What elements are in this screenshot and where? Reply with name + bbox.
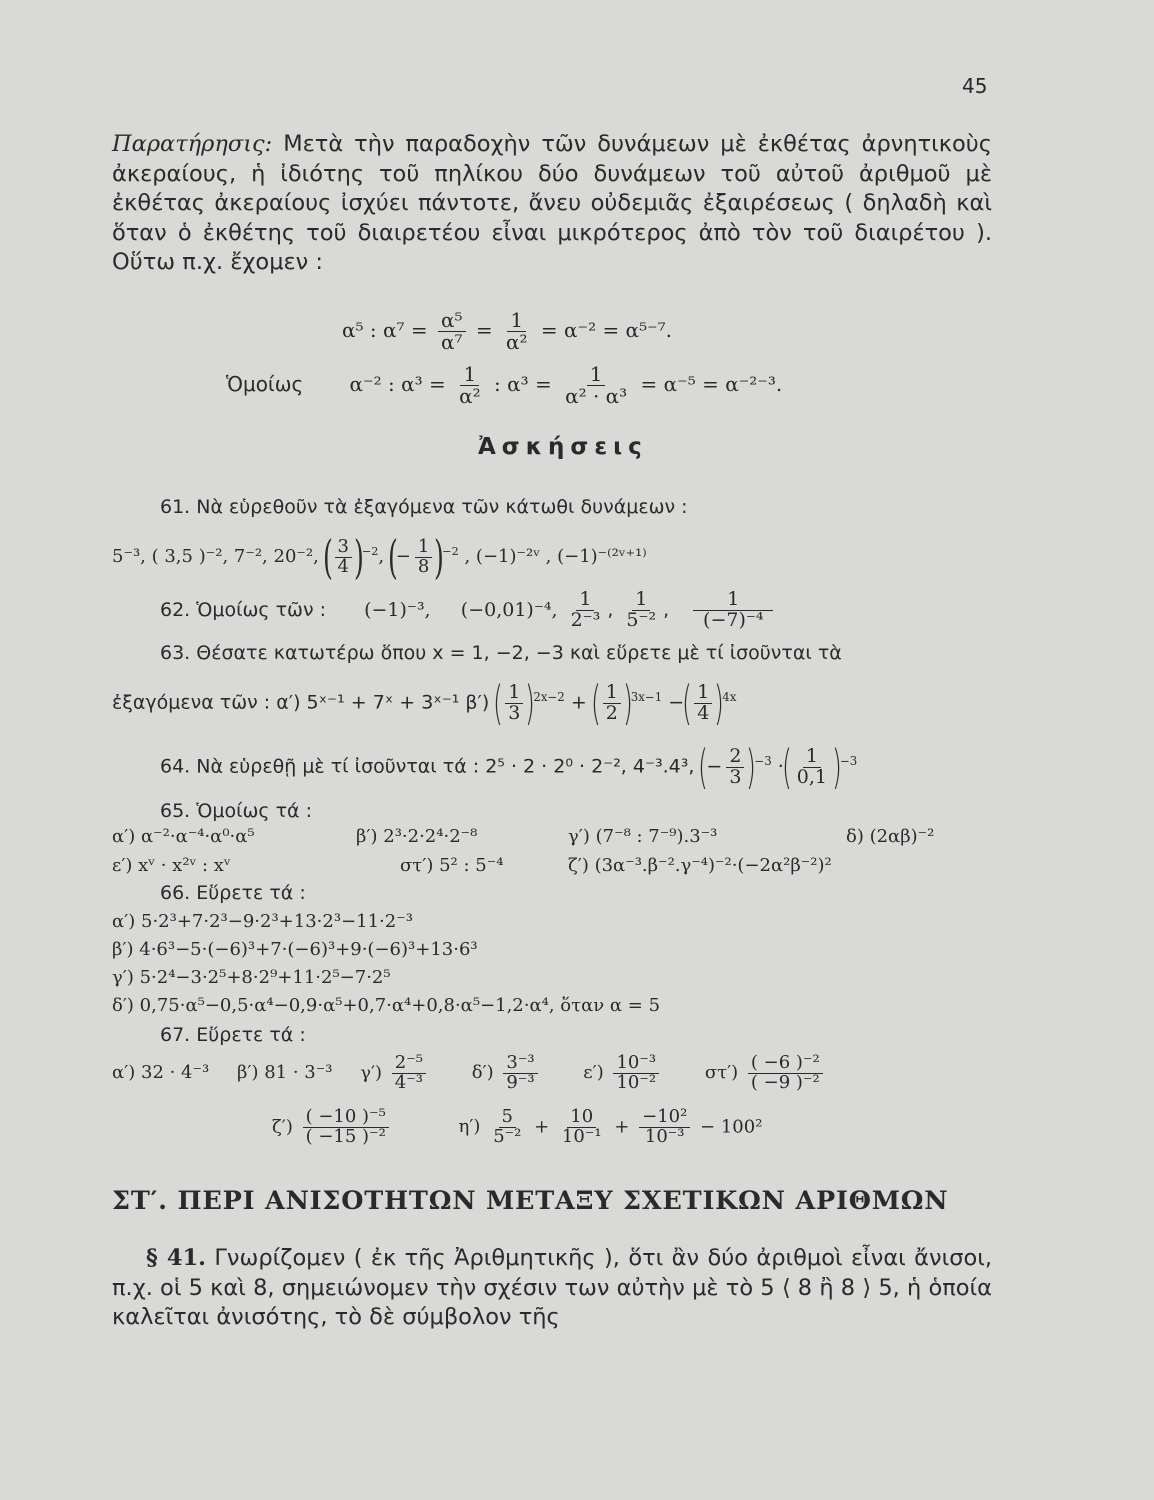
ex67-e-fraction: $\frac{\text{10⁻³}}{\text{10⁻²}}$ — [613, 1054, 659, 1093]
exercise-61-intro: 61. Νὰ εὑρεθοῦν τὰ ἐξαγόμενα τῶν κάτωθι δυνάμεων : — [160, 496, 688, 518]
ex62-fraction-3: $\frac{1}{\text{(−7)⁻⁴}}$ — [693, 590, 773, 631]
eq1-fraction-2: $\frac{1}{\text{α²}}$ — [506, 308, 528, 354]
equation-2 — [226, 364, 782, 407]
ex61-exp-1: −2 — [361, 545, 379, 558]
section-41-paragraph — [112, 1244, 992, 1333]
ex67-h-fraction-1: $\frac{5}{\text{5⁻²}}$ — [493, 1106, 522, 1147]
exercise-63-intro: 63. Θέσατε κατωτέρω ὅπου x = 1, −2, −3 καὶ εὕρετε μὲ τί ἰσοῦνται τὰ — [160, 642, 842, 664]
ex67-h-fraction-3: $\frac{\text{−10²}}{\text{10⁻³}}$ — [639, 1108, 690, 1147]
ex65-row1-c: γ′) (7⁻⁸ : 7⁻⁹).3⁻³ — [568, 826, 718, 847]
section-41-text: Γνωρίζομεν ( ἐκ τῆς Ἀριθμητικῆς ), ὅτι ἂν δύο ἀριθμοὶ εἶναι ἄνισοι, π.χ. οἱ 5 καὶ 8, σημειώνομεν τὴν σχέσιν των αὐτὴν μὲ τὸ 5 ⟨ 8 ἢ 8 ⟩ 5, ἡ ὁποία καλεῖται ἀνισότης, τὸ δὲ σύμβολον τῆς — [112, 1245, 992, 1330]
ex67-z-fraction: $\frac{\text{( −10 )⁻⁵}}{\text{( −15 )⁻²}}$ — [303, 1108, 389, 1147]
ex61-exp-2: −2 — [442, 545, 459, 558]
page-number: 45 — [962, 74, 988, 98]
ex61-fraction-1: $\frac{3}{4}$ — [335, 538, 352, 577]
ex64-fraction-2: $\frac{1}{0,1}$ — [796, 744, 827, 788]
ex61-part1: 5⁻³, ( 3,5 )⁻², 7⁻², 20⁻², — [112, 546, 319, 567]
ex65-row2-b: στ′) 5² : 5⁻⁴ — [400, 855, 504, 876]
ex64-exp-2: −3 — [839, 754, 858, 769]
ex67-h-fraction-2: $\frac{10}{\text{10⁻¹}}$ — [561, 1106, 602, 1147]
ex65-row2-c: ζ′) (3α⁻³.β⁻².γ⁻⁴)⁻²·(−2α²β⁻²)² — [568, 855, 832, 876]
ex63-fraction-2: $\frac{1}{2}$ — [603, 683, 621, 724]
ex67-d-fraction: $\frac{\text{3⁻³}}{\text{9⁻³}}$ — [503, 1054, 537, 1093]
ex66-line-d: δ′) 0,75·α⁵−0,5·α⁴−0,9·α⁵+0,7·α⁴+0,8·α⁵−1,2·α⁴, ὅταν α = 5 — [112, 995, 661, 1016]
eq1-lhs: α⁵ : α⁷ = — [342, 318, 428, 342]
exercise-63-expressions: ἐξαγόμενα τῶν : α′) 5ˣ⁻¹ + 7ˣ + 3ˣ⁻¹ β′) ( $\frac{1}{3}$ )$^{2x-2}$ + ( $\frac{1}{2}$ )$^{3x-1}$ −( $\frac{1}{4}$ )$^{4x}$ — [112, 676, 737, 730]
exercise-64: 64. Νὰ εὑρεθῇ μὲ τί ἰσοῦνται τά : 2⁵ · 2 · 2⁰ · 2⁻², 4⁻³.4³, (− $\frac{2}{3}$ )$^{-3}$ ·( $\frac{1}{0,1}$ )$^{-3}$ — [160, 740, 858, 794]
ex67-c-fraction: $\frac{\text{2⁻⁵}}{\text{4⁻³}}$ — [392, 1054, 426, 1093]
eq2-lhs: α⁻² : α³ = — [349, 372, 446, 396]
ex63-fraction-1: $\frac{1}{3}$ — [505, 683, 523, 724]
ex62-label: 62. Ὁμοίως τῶν : — [160, 598, 327, 621]
section-41-label: § 41. — [146, 1245, 206, 1271]
ex62-items: (−1)⁻³, (−0,01)⁻⁴, — [364, 598, 558, 621]
ex63-exp-2: 3x−1 — [630, 690, 663, 705]
ex67-b: β′) 81 · 3⁻³ — [236, 1062, 333, 1084]
ex62-fraction-1: $\frac{1}{\text{2⁻³}}$ — [570, 588, 601, 631]
ex63-line2: ἐξαγόμενα τῶν : α′) 5ˣ⁻¹ + 7ˣ + 3ˣ⁻¹ β′) — [112, 691, 490, 714]
ex66-line-a: α′) 5·2³+7·2³−9·2³+13·2³−11·2⁻³ — [112, 911, 413, 932]
exercise-61-expressions: 5⁻³, ( 3,5 )⁻², 7⁻², 20⁻², ( $\frac{3}{4}$ )$^{-2}$, (− $\frac{1}{8}$ )$^{-2}$ , (−1)⁻²ᵛ , (−1)⁻⁽²ᵛ⁺¹⁾ — [112, 530, 647, 584]
exercise-66-intro: 66. Εὕρετε τά : — [160, 882, 306, 904]
ex65-row1-b: β′) 2³·2·2⁴·2⁻⁸ — [356, 826, 478, 847]
exercises-heading: Ἀσκήσεις — [478, 434, 648, 460]
eq1-fraction-1: $\frac{\text{α⁵}}{\text{α⁷}}$ — [438, 310, 466, 353]
remark-lead: Παρατήρησις: — [112, 131, 273, 157]
exercise-62: 62. Ὁμοίως τῶν : (−1)⁻³, (−0,01)⁻⁴, $\frac{1}{\text{2⁻³}}$ , $\frac{1}{\text{5⁻²}}$ , $\frac{1}{\text{(−7)⁻⁴}}$ — [160, 590, 777, 631]
equation-1: α⁵ : α⁷ = $\frac{\text{α⁵}}{\text{α⁷}}$ = $\frac{1}{\text{α²}}$ = α⁻² = α⁵⁻⁷. — [342, 308, 673, 354]
ex62-fraction-2: $\frac{1}{\text{5⁻²}}$ — [626, 588, 657, 631]
remark-text: Μετὰ τὴν παραδοχὴν τῶν δυνάμεων μὲ ἐκθέτας ἀρνητικοὺς ἀκεραίους, ἡ ἰδιότης τοῦ πηλίκου δύο δυνάμεων τοῦ αὐτοῦ ἀριθμοῦ μὲ ἐκθέτας ἀκεραίους ἰσχύει πάντοτε, ἄνευ οὐδεμιᾶς ἐξαιρέσεως ( δηλαδὴ καὶ ὅταν ὁ ἐκθέτης τοῦ διαιρετέου εἶναι μικρότερος ἀπὸ τὸν τοῦ διαιρέτου ). Οὕτω π.χ. ἔχομεν : — [112, 131, 992, 275]
eq2-mid: : α³ = — [493, 372, 552, 396]
ex64-text: 64. Νὰ εὑρεθῇ μὲ τί ἰσοῦνται τά : 2⁵ · 2 · 2⁰ · 2⁻², 4⁻³.4³, — [160, 755, 695, 778]
eq2-label: Ὁμοίως — [226, 372, 304, 396]
ex67-a: α′) 32 · 4⁻³ — [112, 1062, 210, 1084]
ex67-st-fraction: $\frac{\text{( −6 )⁻²}}{\text{( −9 )⁻²}}$ — [748, 1054, 823, 1093]
ex64-fraction-1: $\frac{2}{3}$ — [726, 747, 744, 788]
exercise-65-intro: 65. Ὁμοίως τά : — [160, 800, 313, 822]
ex67-row1: α′) 32 · 4⁻³ β′) 81 · 3⁻³ γ′) $\frac{\text{2⁻⁵}}{\text{4⁻³}}$ δ′) $\frac{\text{3⁻³}}{\text{9⁻³}}$ ε′) $\frac{\text{10⁻³}}{\text{10⁻²}}$ στ′) $\frac{\text{( −6 )⁻²}}{\text{( −9 )⁻²}}$ — [112, 1054, 827, 1093]
ex61-fraction-2: $\frac{1}{8}$ — [415, 538, 432, 577]
ex63-exp-1: 2x−2 — [533, 690, 565, 705]
ex66-line-c: γ′) 5·2⁴−3·2⁵+8·2⁹+11·2⁵−7·2⁵ — [112, 967, 391, 988]
ex61-part2: , (−1)⁻²ᵛ , (−1)⁻⁽²ᵛ⁺¹⁾ — [464, 546, 647, 567]
ex67-row2: ζ′) $\frac{\text{( −10 )⁻⁵}}{\text{( −15 )⁻²}}$ η′) $\frac{5}{\text{5⁻²}}$ + $\frac{10}{\text{10⁻¹}}$ + $\frac{\text{−10²}}{\text{10⁻³}}$ − 100² — [272, 1106, 763, 1147]
ex65-row1-a: α′) α⁻²·α⁻⁴·α⁰·α⁵ — [112, 826, 255, 847]
eq2-rhs: = α⁻⁵ = α⁻²⁻³. — [640, 372, 783, 396]
section-heading: ΣΤ′. ΠΕΡΙ ΑΝΙΣΟΤΗΤΩΝ ΜΕΤΑΞΥ ΣΧΕΤΙΚΩΝ ΑΡΙΘΜΩΝ — [112, 1186, 949, 1216]
ex65-row1-d: δ) (2αβ)⁻² — [846, 826, 935, 847]
eq2-fraction-1: $\frac{1}{\text{α²}}$ — [459, 362, 481, 408]
eq2-fraction-2: $\frac{1}{\text{α² · α³}}$ — [565, 362, 628, 408]
eq1-rhs: = α⁻² = α⁵⁻⁷. — [540, 318, 673, 342]
ex64-exp-1: −3 — [754, 754, 772, 769]
remark-paragraph — [112, 130, 992, 278]
ex63-exp-3: 4x — [722, 690, 737, 705]
ex63-fraction-3: $\frac{1}{4}$ — [694, 683, 712, 724]
exercise-67-intro: 67. Εὕρετε τά : — [160, 1024, 306, 1046]
ex65-row2-a: ε′) xᵛ · x²ᵛ : xᵛ — [112, 855, 231, 876]
ex66-line-b: β′) 4·6³−5·(−6)³+7·(−6)³+9·(−6)³+13·6³ — [112, 939, 478, 960]
